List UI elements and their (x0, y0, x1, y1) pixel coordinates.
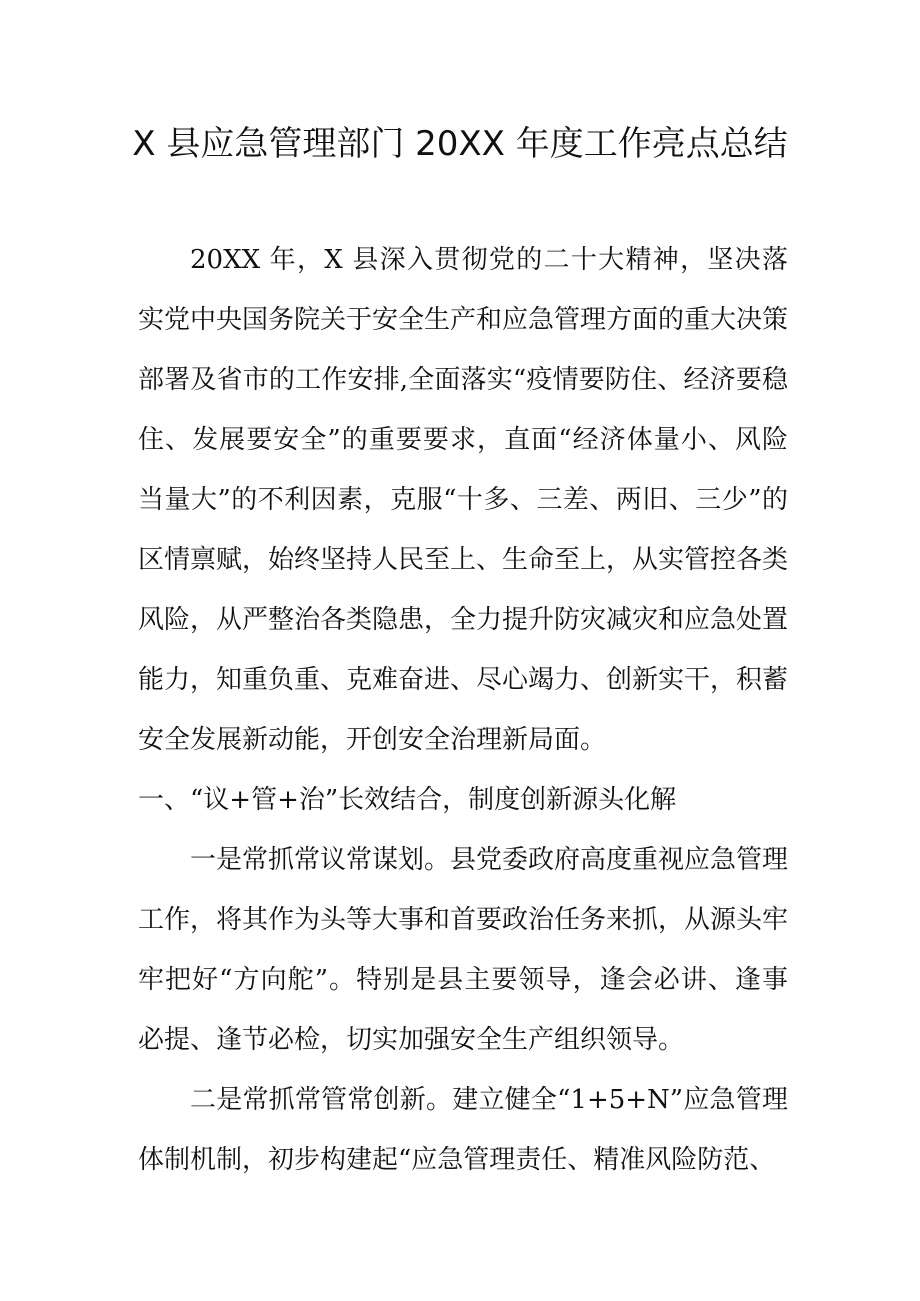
intro-paragraph: 20XX 年，X 县深入贯彻党的二十大精神，坚决落实党中央国务院关于安全生产和应急管理方面的重大决策部署及省市的工作安排,全面落实“疫情要防住、经济要稳住、发展要安全”的重要要求，直面“经济体量小、风险当量大”的不利因素，克服“十多、三差、两旧、三少”的区情禀赋，始终坚持人民至上、生命至上，从实管控各类风险，从严整治各类隐患，全力提升防灾减灾和应急处置能力，知重负重、克难奋进、尽心竭力、创新实干，积蓄安全发展新动能，开创安全治理新局面。 (138, 245, 789, 755)
document-body (138, 230, 788, 1190)
document-title: X 县应急管理部门 20XX 年度工作亮点总结 (132, 124, 788, 164)
section1-paragraph-1: 一是常抓常议常谋划。县党委政府高度重视应急管理工作，将其作为头等大事和首要政治任务来抓，从源头牢牢把好“方向舵”。特别是县主要领导，逢会必讲、逢事必提、逢节必检，切实加强安全生产组织领导。 (138, 845, 789, 1055)
section-heading-1: 一、“议+管+治”长效结合，制度创新源头化解 (138, 785, 677, 815)
section1-paragraph-2: 二是常抓常管常创新。建立健全“1+5+N”应急管理体制机制，初步构建起“应急管理责任、精准风险防范、 (138, 1085, 788, 1175)
